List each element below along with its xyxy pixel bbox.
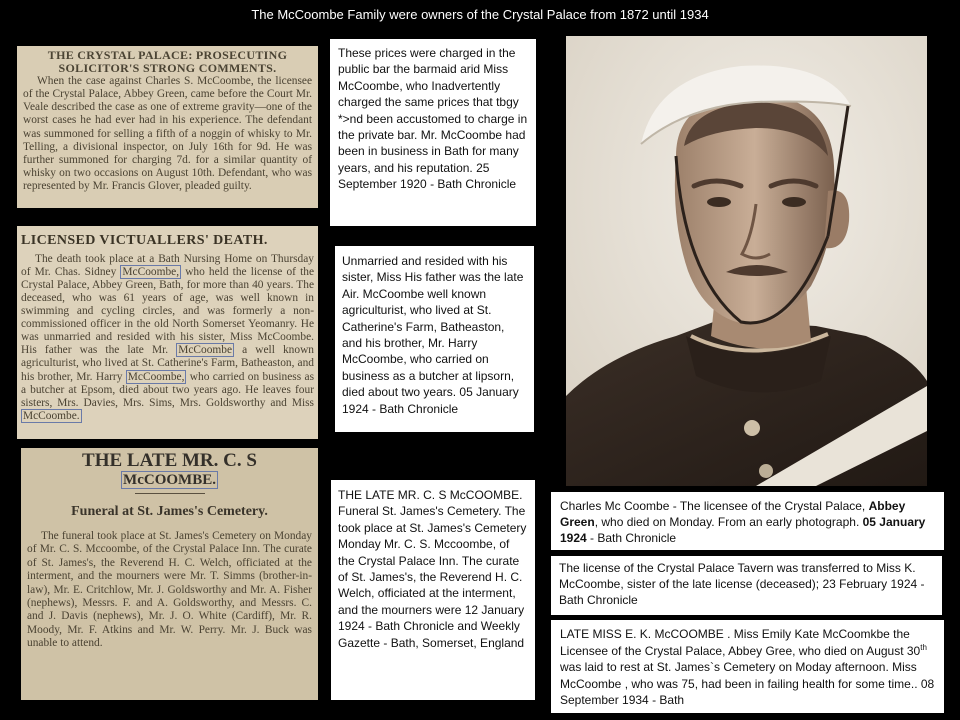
clipping-body: The funeral took place at St. James's Cemetery on Monday of Mr. C. S. Mccoombe, of the Crystal Palace Inn. The curate of St. James's, the Reverend H. C. Welch, officiated at the interment, and the mourners were Mr. T. Simms (brother-in-law), Mr. E. Critchlow, Mr. J. Goldsworthy and Mr. A. Fisher (nephews), Messrs. F. and A. Goldsworthy, and Messrs. C. and J. Davis (nephews), Mr. J. O. White (Cardiff), Mr. R. Moody, Mr. F. Atkins and Mr. W. Perry. Mr. J. Buck was unable to attend. xyxy=(27,530,312,650)
page-title: The McCoombe Family were owners of the Crystal Palace from 1872 until 1934 xyxy=(251,7,709,22)
highlighted-name: McCoombe xyxy=(178,344,233,357)
clipping-subheadline: Funeral at St. James's Cemetery. xyxy=(71,504,268,519)
caption-text: Charles Mc Coombe - The licensee of the Crystal Palace, xyxy=(560,499,869,513)
caption-bold-text: Abbey Green xyxy=(560,499,906,529)
clipping-text: a well known agriculturist, who lived at St. Catherine's Farm, Batheaston, and his brother, Mr. Harry xyxy=(21,344,314,383)
transcription-note-death: Unmarried and resided with his sister, Miss His father was the late Air. McCoombe well known agriculturist, who lived at St. Catherine's Farm, Batheaston, and his brother, Mr. Harry McCoombe, who carried on business as a butcher at lipsorn, died about two years. 05 January 1924 - Bath Chronicle xyxy=(335,246,534,432)
clipping-headline: THE CRYSTAL PALACE: PROSECUTING xyxy=(47,48,288,62)
divider xyxy=(135,493,205,494)
caption-photograph xyxy=(551,492,944,550)
caption-bold-date: 05 January 1924 xyxy=(560,515,926,545)
clipping-text: The death took place at a Bath Nursing Home on Thursday of Mr. Chas. Sidney xyxy=(21,252,314,278)
clipping-headline: LICENSED VICTUALLERS' DEATH. xyxy=(21,233,268,248)
clipping-body: When the case against Charles S. McCoombe, the licensee of the Crystal Palace, Abbey Green, came before the Court Mr. Veale described the case as one of extreme gravity—one of the worst cases he had ever had in his experience. The defendant was summoned for selling a fifth of a noggin of whisky to Mr. Telling, a divisional inspector, on July 16th for 9d. He was further summoned for charging 7d. for a similar quantity of whisky on two occasions on August 10th. Defendant, who was represented by Mr. Francis Glover, pleaded guilty. xyxy=(23,75,312,192)
transcription-note-prosecution: These prices were charged in the public bar the barmaid arid Miss McCoombe, who Inadvertently charged the same prices that tbgy *>nd been accustomed to charge in the private bar. Mr. McCoombe had been in business in Bath for many years, and his reputation. 25 September 1920 - Bath Chronicle xyxy=(330,39,536,226)
highlighted-name: McCOOMBE. xyxy=(123,472,216,488)
ordinal-suffix: th xyxy=(920,642,927,652)
caption-text: - Bath Chronicle xyxy=(586,531,677,545)
caption-text: was laid to rest at St. James`s Cemetery on Moday afternoon. Miss McCoombe , who was 75, had been in failing health for some time.. 08 September 1934 - Bath xyxy=(560,660,935,707)
clipping-text: who held the license of the Crystal Palace, Abbey Green, Bath, for more than 40 years. The deceased, who was 61 years of age, was well known in swimming and cycling circles, and was formerly a non-commissioned officer in the old North Somerset Yeomanry. He was unmarried and resided with his sister, Miss McCoombe. His father was the late Mr. xyxy=(21,265,314,357)
newspaper-clipping-death xyxy=(17,226,318,439)
clipping-subheadline: SOLICITOR'S STRONG COMMENTS. xyxy=(58,60,277,75)
caption-license-transfer: The license of the Crystal Palace Tavern was transferred to Miss K. McCoombe, sister of the late license (deceased); 23 February 1924 - Bath Chronicle xyxy=(551,556,942,615)
portrait-photograph xyxy=(566,36,927,486)
portrait-illustration xyxy=(566,36,927,486)
highlighted-name: McCoombe, xyxy=(127,370,185,383)
clipping-headline: THE LATE MR. C. S xyxy=(82,450,257,471)
caption-text: , who died on Monday. From an early photograph. xyxy=(594,515,863,529)
caption-text: LATE MISS E. K. McCOOMBE . Miss Emily Kate McCoomkbe the Licensee of the Crystal Palace, Abbey Gree, who died on August 30 xyxy=(560,627,921,658)
clipping-body xyxy=(21,253,314,423)
highlighted-name: McCoombe. xyxy=(23,409,80,422)
transcription-note-funeral: THE LATE MR. C. S McCOOMBE. Funeral St. James's Cemetery. The took place at St. James's Cemetery Monday Mr. C. S. Mccoombe, of the Crystal Palace Inn. The curate of St. James's, the Reverend H. C. Welch, officiated at the interment, and the mourners were 12 January 1924 - Bath Chronicle and Weekly Gazette - Bath, Somerset, England xyxy=(331,480,535,700)
clipping-headline-name-wrap xyxy=(27,472,312,489)
newspaper-clipping-prosecution xyxy=(17,46,318,208)
caption-miss-mccoombe xyxy=(551,620,944,713)
highlighted-name: McCoombe, xyxy=(122,265,180,278)
clipping-text: who carried on business as a butcher at Epsom, died about two years ago. He leaves four sisters, Mrs. Davies, Mrs. Sims, Mrs. Goldsworthy and Miss xyxy=(21,370,315,409)
newspaper-clipping-funeral xyxy=(21,448,318,700)
